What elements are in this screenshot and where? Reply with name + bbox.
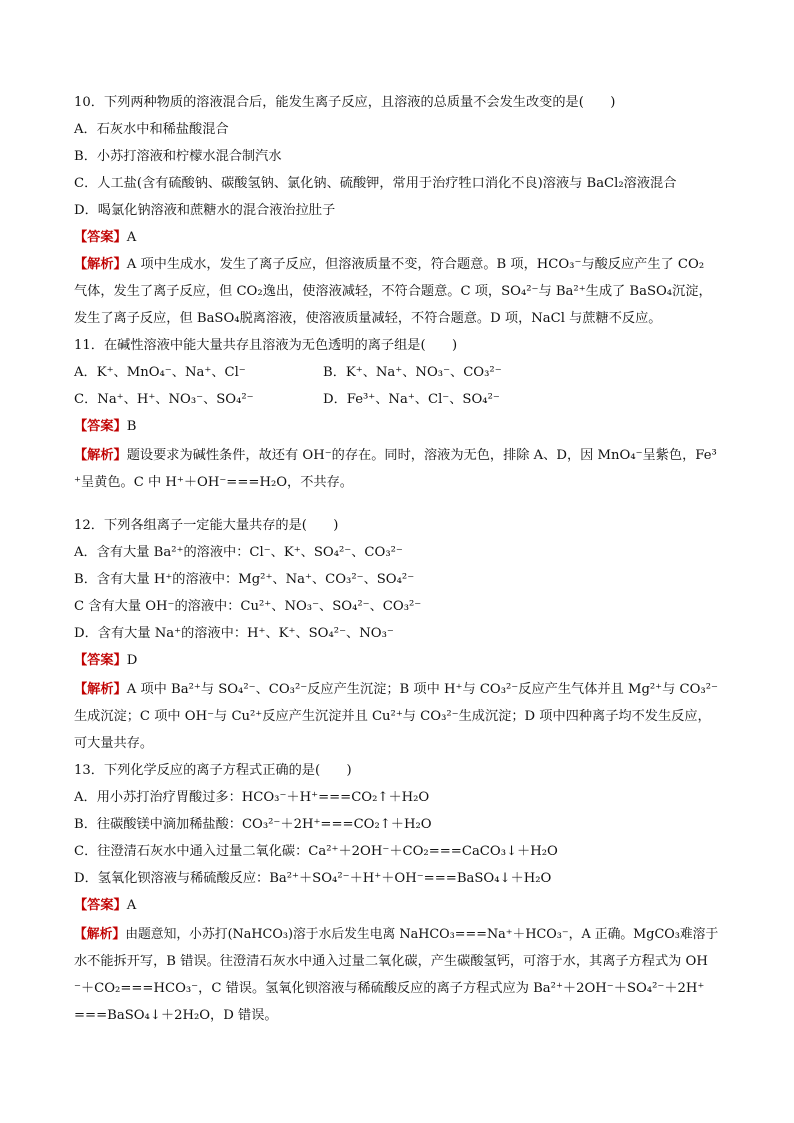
analysis-label: 【解析】 xyxy=(74,927,126,942)
analysis-text: 由题意知，小苏打(NaHCO₃)溶于水后发生电离 NaHCO₃===Na⁺＋HCO₃⁻，A 正确。MgCO₃难溶于 xyxy=(125,927,719,942)
question-12-option-c: C 含有大量 OH⁻的溶液中：Cu²⁺、NO₃⁻、SO₄²⁻、CO₃²⁻ xyxy=(74,599,422,614)
question-13-option-b: B．往碳酸镁中滴加稀盐酸：CO₃²⁻＋2H⁺===CO₂↑＋H₂O xyxy=(74,817,432,832)
answer-value: A xyxy=(126,230,137,245)
question-11-option-c: C．Na⁺、H⁺、NO₃⁻、SO₄²⁻ xyxy=(74,392,254,407)
question-10-analysis-line-2: 气体，发生了离子反应，但 CO₂逸出，使溶液减轻，不符合题意。C 项，SO₄²⁻与 Ba²⁺生成了 BaSO₄沉淀， xyxy=(74,284,712,299)
question-13-analysis-line-3: ⁻＋CO₂===HCO₃⁻，C 错误。氢氧化钡溶液与稀硫酸反应的离子方程式应为 Ba²⁺＋2OH⁻＋SO₄²⁻＋2H⁺ xyxy=(74,981,705,996)
question-12-stem: 12．下列各组离子一定能大量共存的是( ) xyxy=(74,518,339,533)
question-13-option-c: C．往澄清石灰水中通入过量二氧化碳：Ca²⁺＋2OH⁻＋CO₂===CaCO₃↓＋H₂O xyxy=(74,844,558,859)
question-12-analysis-line-2: 生成沉淀；C 项中 OH⁻与 Cu²⁺反应产生沉淀并且 Cu²⁺与 CO₃²⁻生成沉淀；D 项中四种离子均不发生反应， xyxy=(74,709,711,724)
question-13-analysis-line-1 xyxy=(74,926,718,944)
answer-label: 【答案】 xyxy=(74,898,127,913)
question-12-option-d: D．含有大量 Na⁺的溶液中：H⁺、K⁺、SO₄²⁻、NO₃⁻ xyxy=(74,626,394,641)
answer-value: B xyxy=(126,419,137,434)
question-10-option-d: D．喝氯化钠溶液和蔗糖水的混合液治拉肚子 xyxy=(74,203,336,218)
question-11-options-row-2 xyxy=(74,391,500,409)
question-10-analysis-line-1 xyxy=(74,256,704,274)
question-11-answer xyxy=(74,418,136,436)
question-10-option-a: A．石灰水中和稀盐酸混合 xyxy=(74,122,229,137)
question-11-analysis-line-1 xyxy=(74,447,717,465)
question-10-answer xyxy=(74,229,136,247)
answer-value: A xyxy=(126,898,137,913)
question-10-option-b: B．小苏打溶液和柠檬水混合制汽水 xyxy=(74,149,282,164)
question-13-answer xyxy=(74,897,136,915)
question-12-analysis-line-3: 可大量共存。 xyxy=(74,736,154,751)
question-11-option-b: B．K⁺、Na⁺、NO₃⁻、CO₃²⁻ xyxy=(323,365,502,380)
analysis-text: A 项中生成水，发生了离子反应，但溶液质量不变，符合题意。B 项，HCO₃⁻与酸反应产生了 CO₂ xyxy=(126,257,705,272)
question-13-stem: 13．下列化学反应的离子方程式正确的是( ) xyxy=(74,763,352,778)
question-13-option-d: D．氢氧化钡溶液与稀硫酸反应：Ba²⁺＋SO₄²⁻＋H⁺＋OH⁻===BaSO₄↓＋H₂O xyxy=(74,871,552,886)
analysis-text: 题设要求为碱性条件，故还有 OH⁻的存在。同时，溶液为无色，排除 A、D，因 MnO₄⁻呈紫色，Fe³ xyxy=(126,448,717,463)
answer-label: 【答案】 xyxy=(74,230,127,245)
analysis-label: 【解析】 xyxy=(74,682,127,697)
question-13-analysis-line-4: ===BaSO₄↓＋2H₂O，D 错误。 xyxy=(74,1008,278,1023)
analysis-label: 【解析】 xyxy=(74,448,127,463)
question-12-option-a: A．含有大量 Ba²⁺的溶液中：Cl⁻、K⁺、SO₄²⁻、CO₃²⁻ xyxy=(74,545,403,560)
question-13-option-a: A．用小苏打治疗胃酸过多：HCO₃⁻＋H⁺===CO₂↑＋H₂O xyxy=(74,790,430,805)
analysis-text: A 项中 Ba²⁺与 SO₄²⁻、CO₃²⁻反应产生沉淀；B 项中 H⁺与 CO₃²⁻反应产生气体并且 Mg²⁺与 CO₃²⁻ xyxy=(126,682,718,697)
question-12-option-b: B．含有大量 H⁺的溶液中：Mg²⁺、Na⁺、CO₃²⁻、SO₄²⁻ xyxy=(74,572,415,587)
answer-value: D xyxy=(126,653,138,668)
question-11-option-d: D．Fe³⁺、Na⁺、Cl⁻、SO₄²⁻ xyxy=(323,392,500,407)
question-12-analysis-line-1 xyxy=(74,681,718,699)
question-11-options-row-1 xyxy=(74,364,502,382)
question-11-analysis-line-2: ⁺呈黄色。C 中 H⁺＋OH⁻===H₂O，不共存。 xyxy=(74,475,353,490)
answer-label: 【答案】 xyxy=(74,419,127,434)
question-10-option-c: C．人工盐(含有硫酸钠、碳酸氢钠、氯化钠、硫酸钾，常用于治疗牲口消化不良)溶液与 BaCl₂溶液混合 xyxy=(74,176,677,191)
answer-label: 【答案】 xyxy=(74,653,127,668)
question-11-option-a: A．K⁺、MnO₄⁻、Na⁺、Cl⁻ xyxy=(74,365,246,380)
question-13-analysis-line-2: 水不能拆开写，B 错误。往澄清石灰水中通入过量二氧化碳，产生碳酸氢钙，可溶于水，其离子方程式为 OH xyxy=(74,954,708,969)
question-12-answer xyxy=(74,652,137,670)
analysis-label: 【解析】 xyxy=(74,257,127,272)
question-10-stem: 10．下列两种物质的溶液混合后，能发生离子反应，且溶液的总质量不会发生改变的是( ) xyxy=(74,95,616,110)
question-11-stem: 11．在碱性溶液中能大量共存且溶液为无色透明的离子组是( ) xyxy=(74,338,458,353)
question-10-analysis-line-3: 发生了离子反应，但 BaSO₄脱离溶液，使溶液质量减轻，不符合题意。D 项，NaCl 与蔗糖不反应。 xyxy=(74,311,662,326)
